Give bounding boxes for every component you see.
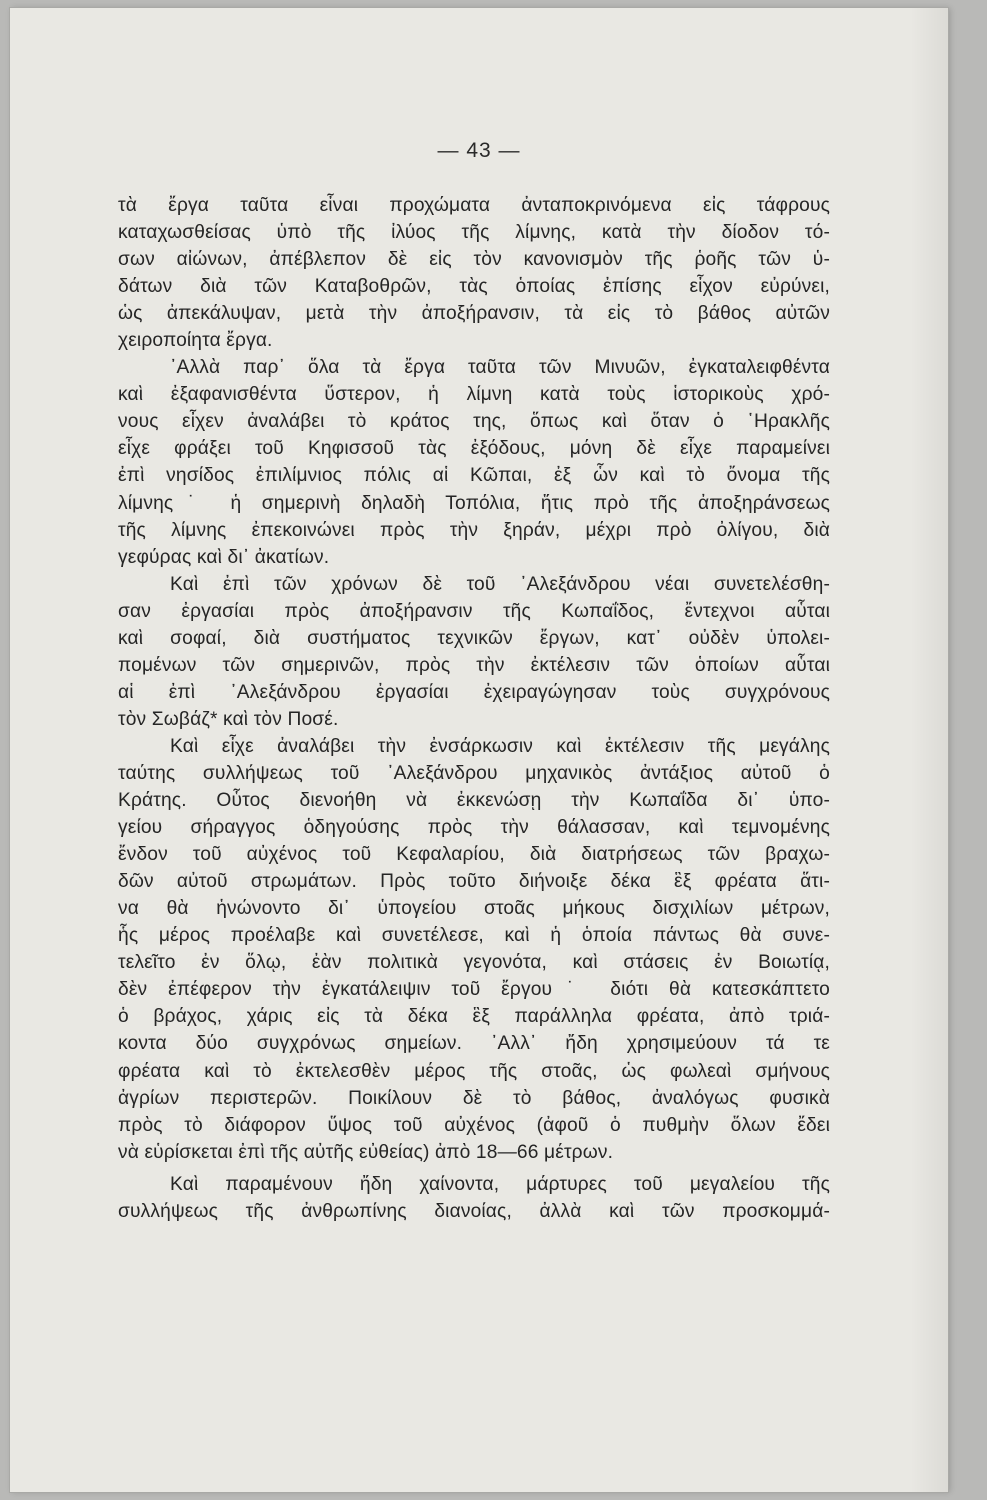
text-line: ἔνδον τοῦ αὐχένος τοῦ Κεφαλαρίου, διὰ διατρήσεως τῶν βραχω- — [118, 844, 830, 866]
text-line: δάτων διὰ τῶν Καταβοθρῶν, τὰς ὁποίας ἐπίσης εἶχον εὐρύνει, — [118, 276, 830, 298]
book-page — [10, 8, 948, 1492]
text-line: φρέατα καὶ τὸ ἐκτελεσθὲν μέρος τῆς στοᾶς, ὡς φωλεαὶ σμήνους — [118, 1060, 830, 1082]
text-line: ἀγρίων περιστερῶν. Ποικίλουν δὲ τὸ βάθος, ἀναλόγως φυσικὰ — [118, 1087, 830, 1109]
text-line: σων αἰώνων, ἀπέβλεπον δὲ εἰς τὸν κανονισμὸν τῆς ῥοῆς τῶν ὑ- — [118, 249, 830, 271]
text-line: τῆς λίμνης ἐπεκοινώνει πρὸς τὴν ξηράν, μέχρι πρὸ ὀλίγου, διὰ — [118, 519, 830, 541]
text-line: εἶχε φράξει τοῦ Κηφισσοῦ τὰς ἐξόδους, μόνη δὲ εἶχε παραμείνει — [118, 438, 830, 460]
text-line: κοντα δύο συγχρόνως σημείων. ᾿Αλλ᾿ ἤδη χρησιμεύουν τά τε — [118, 1033, 830, 1055]
text-line: νους εἶχεν ἀναλάβει τὸ κράτος της, ὅπως καὶ ὅταν ὁ ῾Ηρακλῆς — [118, 411, 830, 433]
text-line: τὰ ἔργα ταῦτα εἶναι προχώματα ἀνταποκρινόμενα εἰς τάφρους — [118, 195, 830, 216]
text-line: σαν ἐργασίαι πρὸς ἀποξήρανσιν τῆς Κωπαΐδος, ἔντεχνοι αὗται — [118, 600, 830, 622]
text-line: ὡς ἀπεκάλυψαν, μετὰ τὴν ἀποξήρανσιν, τὰ εἰς τὸ βάθος αὐτῶν — [118, 303, 830, 325]
body-text — [118, 192, 830, 1225]
text-line: δὲν ἐπέφερον τὴν ἐγκατάλειψιν τοῦ ἔργου˙ διότι θὰ κατεσκάπτετο — [118, 979, 830, 1001]
text-line: πρὸς τὸ διάφορον ὕψος τοῦ αὐχένος (ἀφοῦ ὁ πυθμὴν ὅλων ἔδει — [118, 1114, 830, 1136]
text-line: τὸν Σωβάζ* καὶ τὸν Ποσέ. — [118, 708, 339, 730]
text-line: ἐπὶ νησίδος ἐπιλίμνιος πόλις αἱ Κῶπαι, ἐξ ὧν καὶ τὸ ὄνομα τῆς — [118, 465, 830, 487]
text-line: Καὶ εἶχε ἀναλάβει τὴν ἐνσάρκωσιν καὶ ἐκτέλεσιν τῆς μεγάλης — [170, 735, 830, 757]
text-line: λίμνης˙ ἡ σημερινὴ δηλαδὴ Τοπόλια, ἥτις πρὸ τῆς ἀποξηράνσεως — [118, 492, 830, 514]
text-line: καὶ σοφαί, διὰ συστήματος τεχνικῶν ἔργων, κατ᾿ οὐδὲν ὑπολει- — [118, 627, 830, 649]
text-line: ἧς μέρος προέλαβε καὶ συνετέλεσε, καὶ ἡ ὁποία πάντως θὰ συνε- — [118, 925, 830, 947]
text-line: δῶν αὐτοῦ στρωμάτων. Πρὸς τοῦτο διήνοιξε δέκα ἓξ φρέατα ἅτι- — [118, 871, 830, 893]
text-line: τελεῖτο ἐν ὅλῳ, ἐὰν πολιτικὰ γεγονότα, καὶ στάσεις ἐν Βοιωτίᾳ, — [118, 952, 830, 974]
text-line: γείου σήραγγος ὁδηγούσης πρὸς τὴν θάλασσαν, καὶ τεμνομένης — [118, 817, 830, 839]
page-edge-shadow — [910, 8, 948, 1492]
text-line: Καὶ παραμένουν ἤδη χαίνοντα, μάρτυρες τοῦ μεγαλείου τῆς — [170, 1173, 830, 1195]
text-line: αἱ ἐπὶ ᾿Αλεξάνδρου ἐργασίαι ἐχειραγώγησαν τοὺς συγχρόνους — [118, 681, 830, 703]
text-line: συλλήψεως τῆς ἀνθρωπίνης διανοίας, ἀλλὰ καὶ τῶν προσκομμά- — [118, 1200, 830, 1222]
text-line: να θὰ ἡνώνοντο δι᾿ ὑπογείου στοᾶς μήκους δισχιλίων μέτρων, — [118, 898, 830, 920]
text-line: καὶ ἐξαφανισθέντα ὕστερον, ἡ λίμνη κατὰ τοὺς ἱστορικοὺς χρό- — [118, 384, 830, 406]
text-line: νὰ εὑρίσκεται ἐπὶ τῆς αὐτῆς εὐθείας) ἀπὸ 18—66 μέτρων. — [118, 1141, 614, 1163]
page-number: — 43 — — [437, 139, 521, 162]
text-line: χειροποίητα ἔργα. — [118, 330, 273, 352]
text-line: Κράτης. Οὗτος διενοήθη νὰ ἐκκενώσῃ τὴν Κωπαΐδα δι᾿ ὑπο- — [118, 790, 830, 812]
text-line: πομένων τῶν σημερινῶν, πρὸς τὴν ἐκτέλεσιν τῶν ὁποίων αὗται — [118, 654, 830, 676]
text-line: ὁ βράχος, χάρις εἰς τὰ δέκα ἓξ παράλληλα φρέατα, ἀπὸ τριά- — [118, 1006, 830, 1028]
text-line: ταύτης συλλήψεως τοῦ ᾿Αλεξάνδρου μηχανικὸς ἀντάξιος αὐτοῦ ὁ — [118, 762, 830, 784]
text-line: γεφύρας καὶ δι᾿ ἀκατίων. — [118, 546, 330, 568]
text-line: καταχωσθείσας ὑπὸ τῆς ἰλύος τῆς λίμνης, κατὰ τὴν δίοδον τό- — [118, 222, 830, 244]
text-line: Καὶ ἐπὶ τῶν χρόνων δὲ τοῦ ᾿Αλεξάνδρου νέαι συνετελέσθη- — [170, 573, 830, 595]
text-line: ᾿Αλλὰ παρ᾿ ὅλα τὰ ἔργα ταῦτα τῶν Μινυῶν, ἐγκαταλειφθέντα — [170, 357, 830, 379]
